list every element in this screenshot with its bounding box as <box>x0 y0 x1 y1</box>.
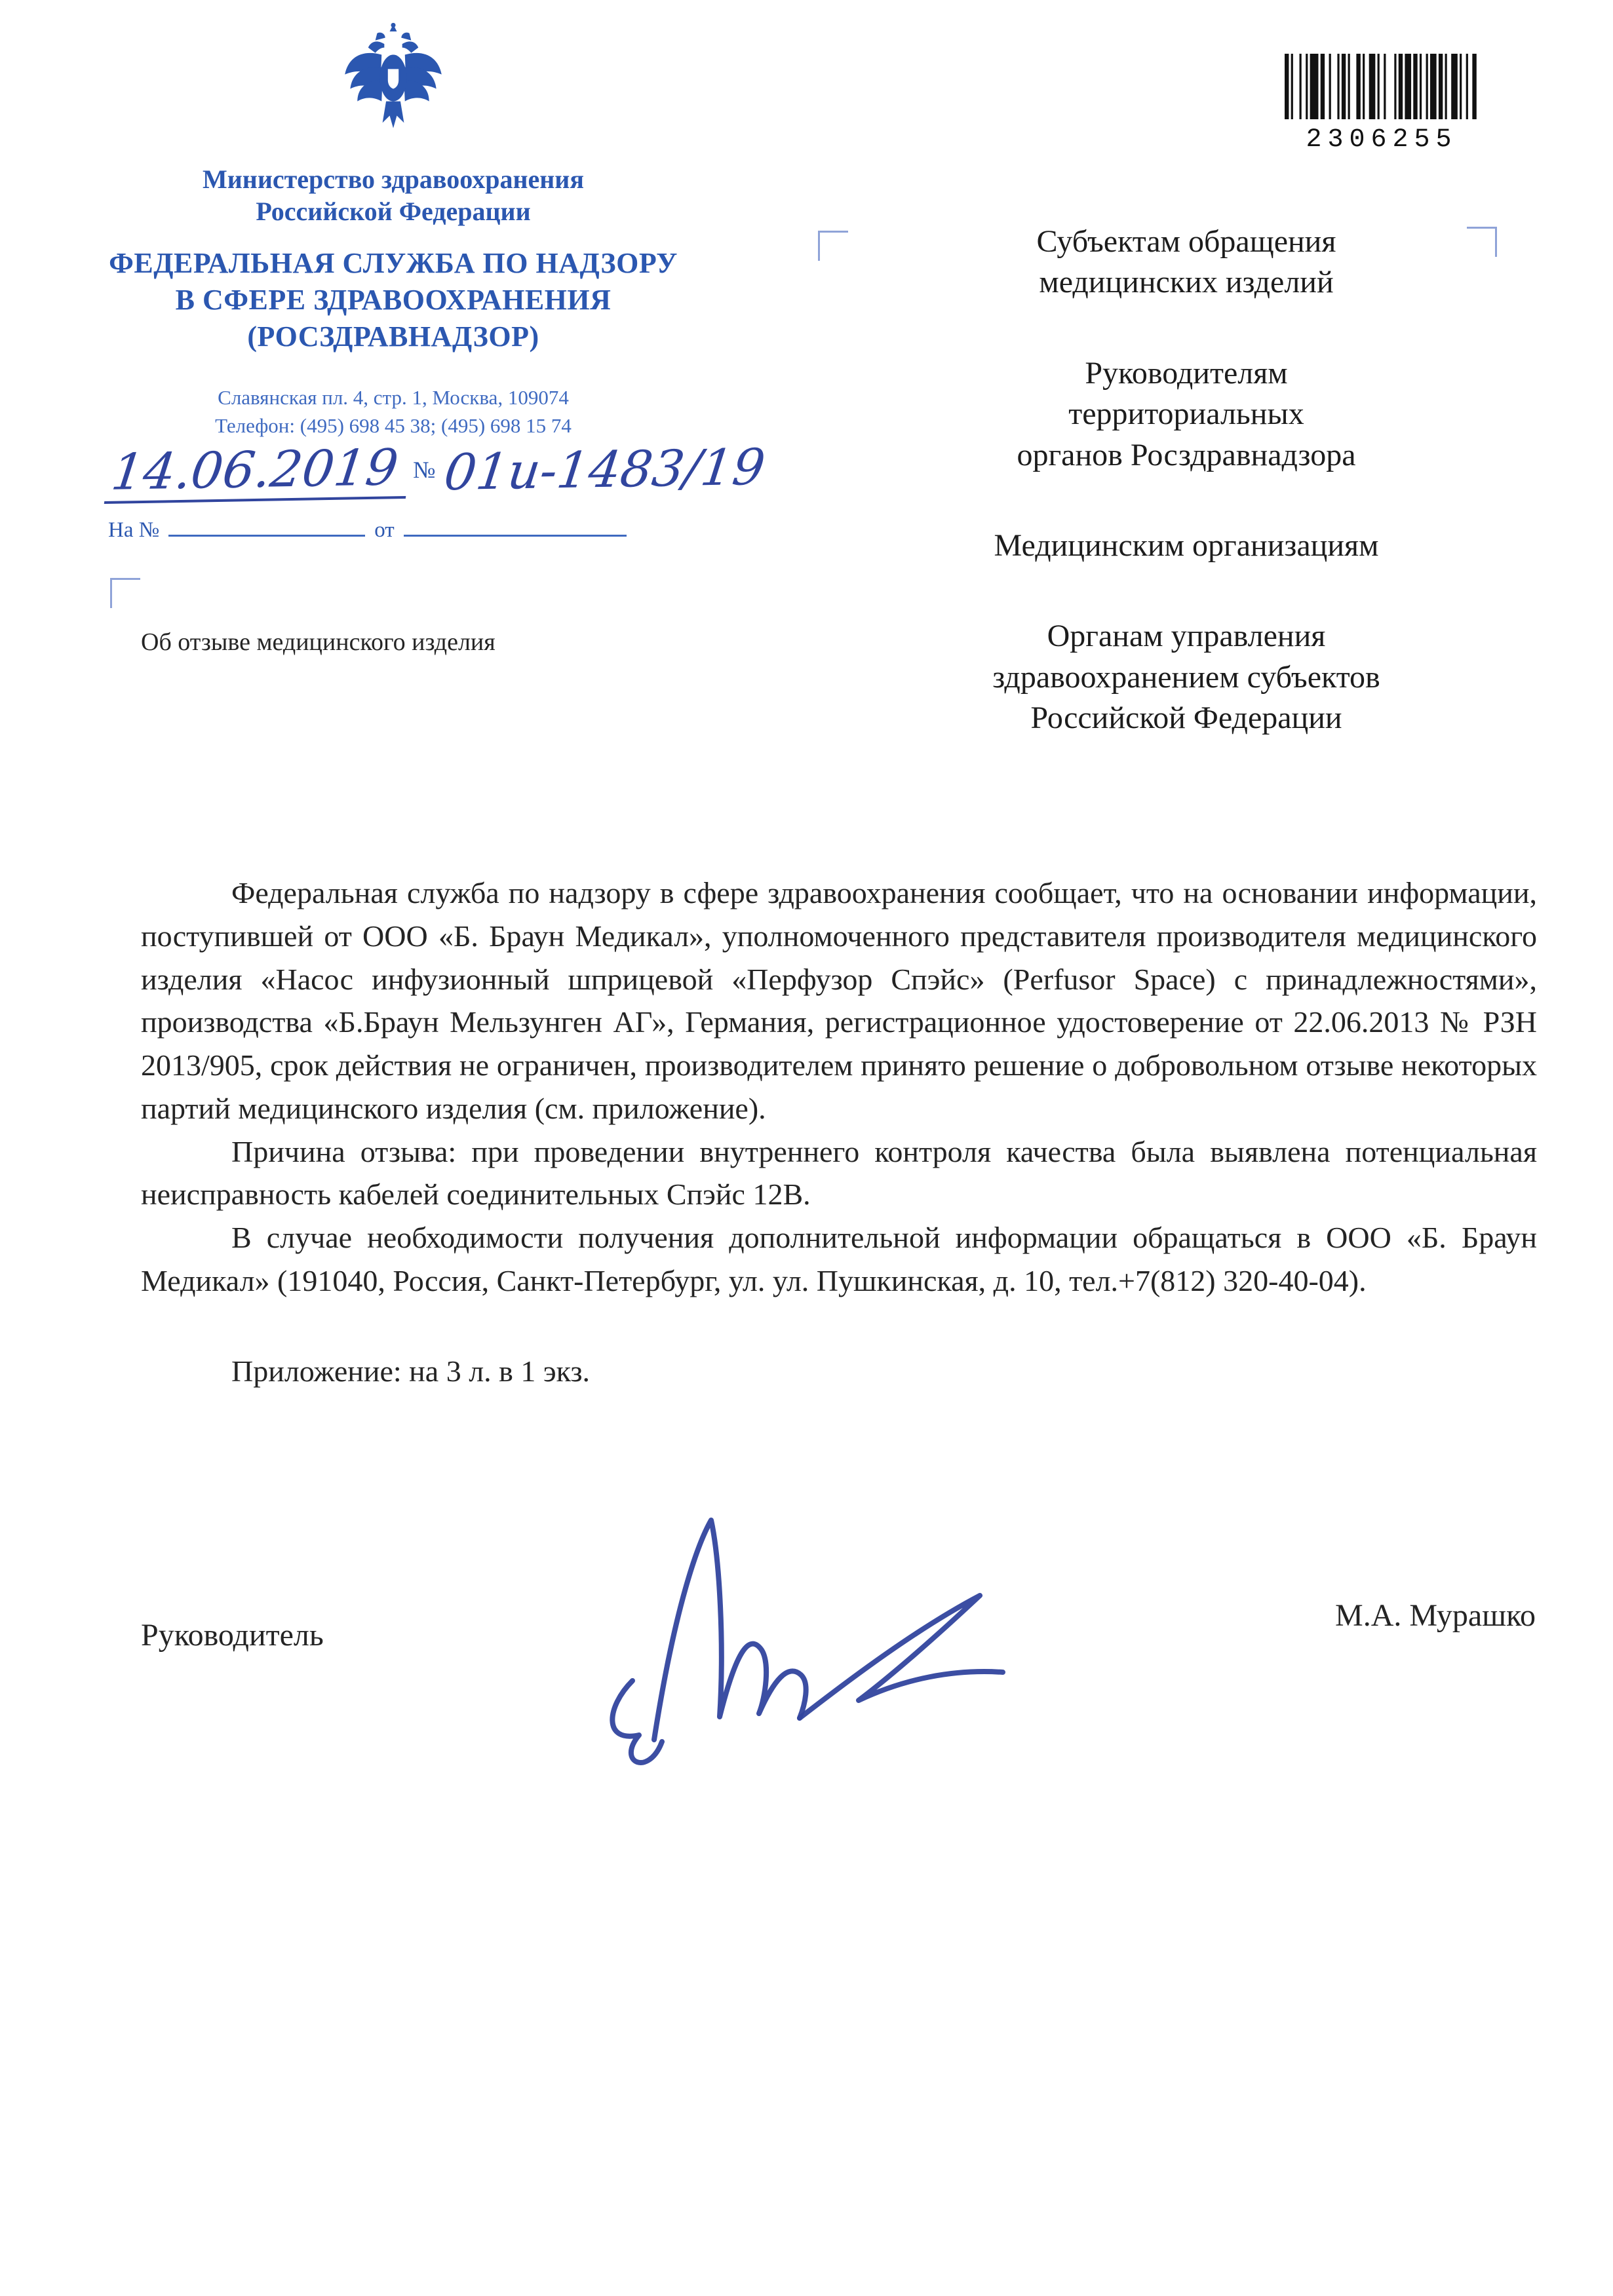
addressee-line: Российской Федерации <box>1030 700 1342 736</box>
document-number-block <box>108 437 816 543</box>
addressees-block <box>931 221 1442 789</box>
body-paragraph-1: Федеральная служба по надзору в сфере здравоохранения сообщает, что на основании информации, поступившей от ООО «Б. Браун Медикал», уполномоченного представителя производителя медицинского изделия «Насос инфузионный шприцевой «Перфузор Спэйс» (Perfusor Space) с принадлежностями», производства «Б.Браун Мельзунген АГ», Германия, регистрационное удостоверение от 22.06.2013 № РЗН 2013/905, срок действия не ограничен, производителем принято решение о добровольном отзыве некоторых партий медицинского изделия (см. приложение). <box>141 876 1537 1125</box>
service-name-line-3: (РОСЗДРАВНАДЗОР) <box>247 320 539 353</box>
letter-body <box>141 871 1537 1392</box>
body-paragraph-2: Причина отзыва: при проведении внутреннего контроля качества была выявлена потенциальная неисправность кабелей соединительных Спэйс 12В. <box>141 1134 1537 1212</box>
reply-prefix-label: На № <box>108 518 160 542</box>
addressee-line: органов Росздравнадзора <box>1017 437 1356 472</box>
handwritten-number: 01и-1483/19 <box>440 437 768 502</box>
addressee <box>931 616 1442 738</box>
addressee <box>931 221 1442 303</box>
ministry-line-2: Российской Федерации <box>256 196 531 226</box>
barcode-icon <box>1285 54 1479 119</box>
coat-of-arms-emblem <box>92 20 695 159</box>
reply-date-blank <box>404 514 627 537</box>
signer-name: М.А. Мурашко <box>1335 1598 1536 1633</box>
barcode-number: 2306255 <box>1306 125 1458 155</box>
corner-mark <box>110 578 140 608</box>
handwritten-date: 14.06.2019 <box>104 438 414 504</box>
addressee <box>931 526 1442 566</box>
attachment-line: Приложение: на 3 л. в 1 экз. <box>231 1354 591 1388</box>
body-paragraph-3: В случае необходимости получения дополнительной информации обращаться в ООО «Б. Браун Медикал» (191040, Россия, Санкт-Петербург, ул. ул. Пушкинская, д. 10, тел.+7(812) 320-40-04). <box>141 1221 1537 1297</box>
addressee-line: медицинских изделий <box>1039 265 1334 300</box>
double-headed-eagle-icon <box>340 20 447 151</box>
signer-title: Руководитель <box>141 1618 324 1653</box>
letterhead-address: Славянская пл. 4, стр. 1, Москва, 109074 <box>218 385 569 409</box>
service-name-line-2: В СФЕРЕ ЗДРАВООХРАНЕНИЯ <box>175 283 612 316</box>
reply-number-blank <box>168 514 365 537</box>
addressee-line: Органам управления <box>1047 619 1326 654</box>
addressee-line: Медицинским организациям <box>994 527 1379 563</box>
reply-from-label: от <box>374 518 395 542</box>
corner-mark <box>818 231 848 261</box>
addressee-line: здравоохранением субъектов <box>992 659 1380 695</box>
barcode-block <box>1283 54 1480 155</box>
subject-line: Об отзыве медицинского изделия <box>141 628 496 656</box>
addressee-line: Субъектам обращения <box>1036 224 1336 259</box>
addressee-line: Руководителям <box>1085 355 1288 391</box>
handwritten-signature-icon <box>570 1481 1068 1795</box>
number-sign: № <box>413 457 436 483</box>
corner-mark <box>1467 227 1497 257</box>
service-name-line-1: ФЕДЕРАЛЬНАЯ СЛУЖБА ПО НАДЗОРУ <box>109 246 678 279</box>
letterhead <box>92 20 695 440</box>
ministry-line-1: Министерство здравоохранения <box>203 164 584 194</box>
letterhead-phone: Телефон: (495) 698 45 38; (495) 698 15 74 <box>215 413 572 437</box>
addressee-line: территориальных <box>1068 396 1304 432</box>
addressee <box>931 353 1442 476</box>
